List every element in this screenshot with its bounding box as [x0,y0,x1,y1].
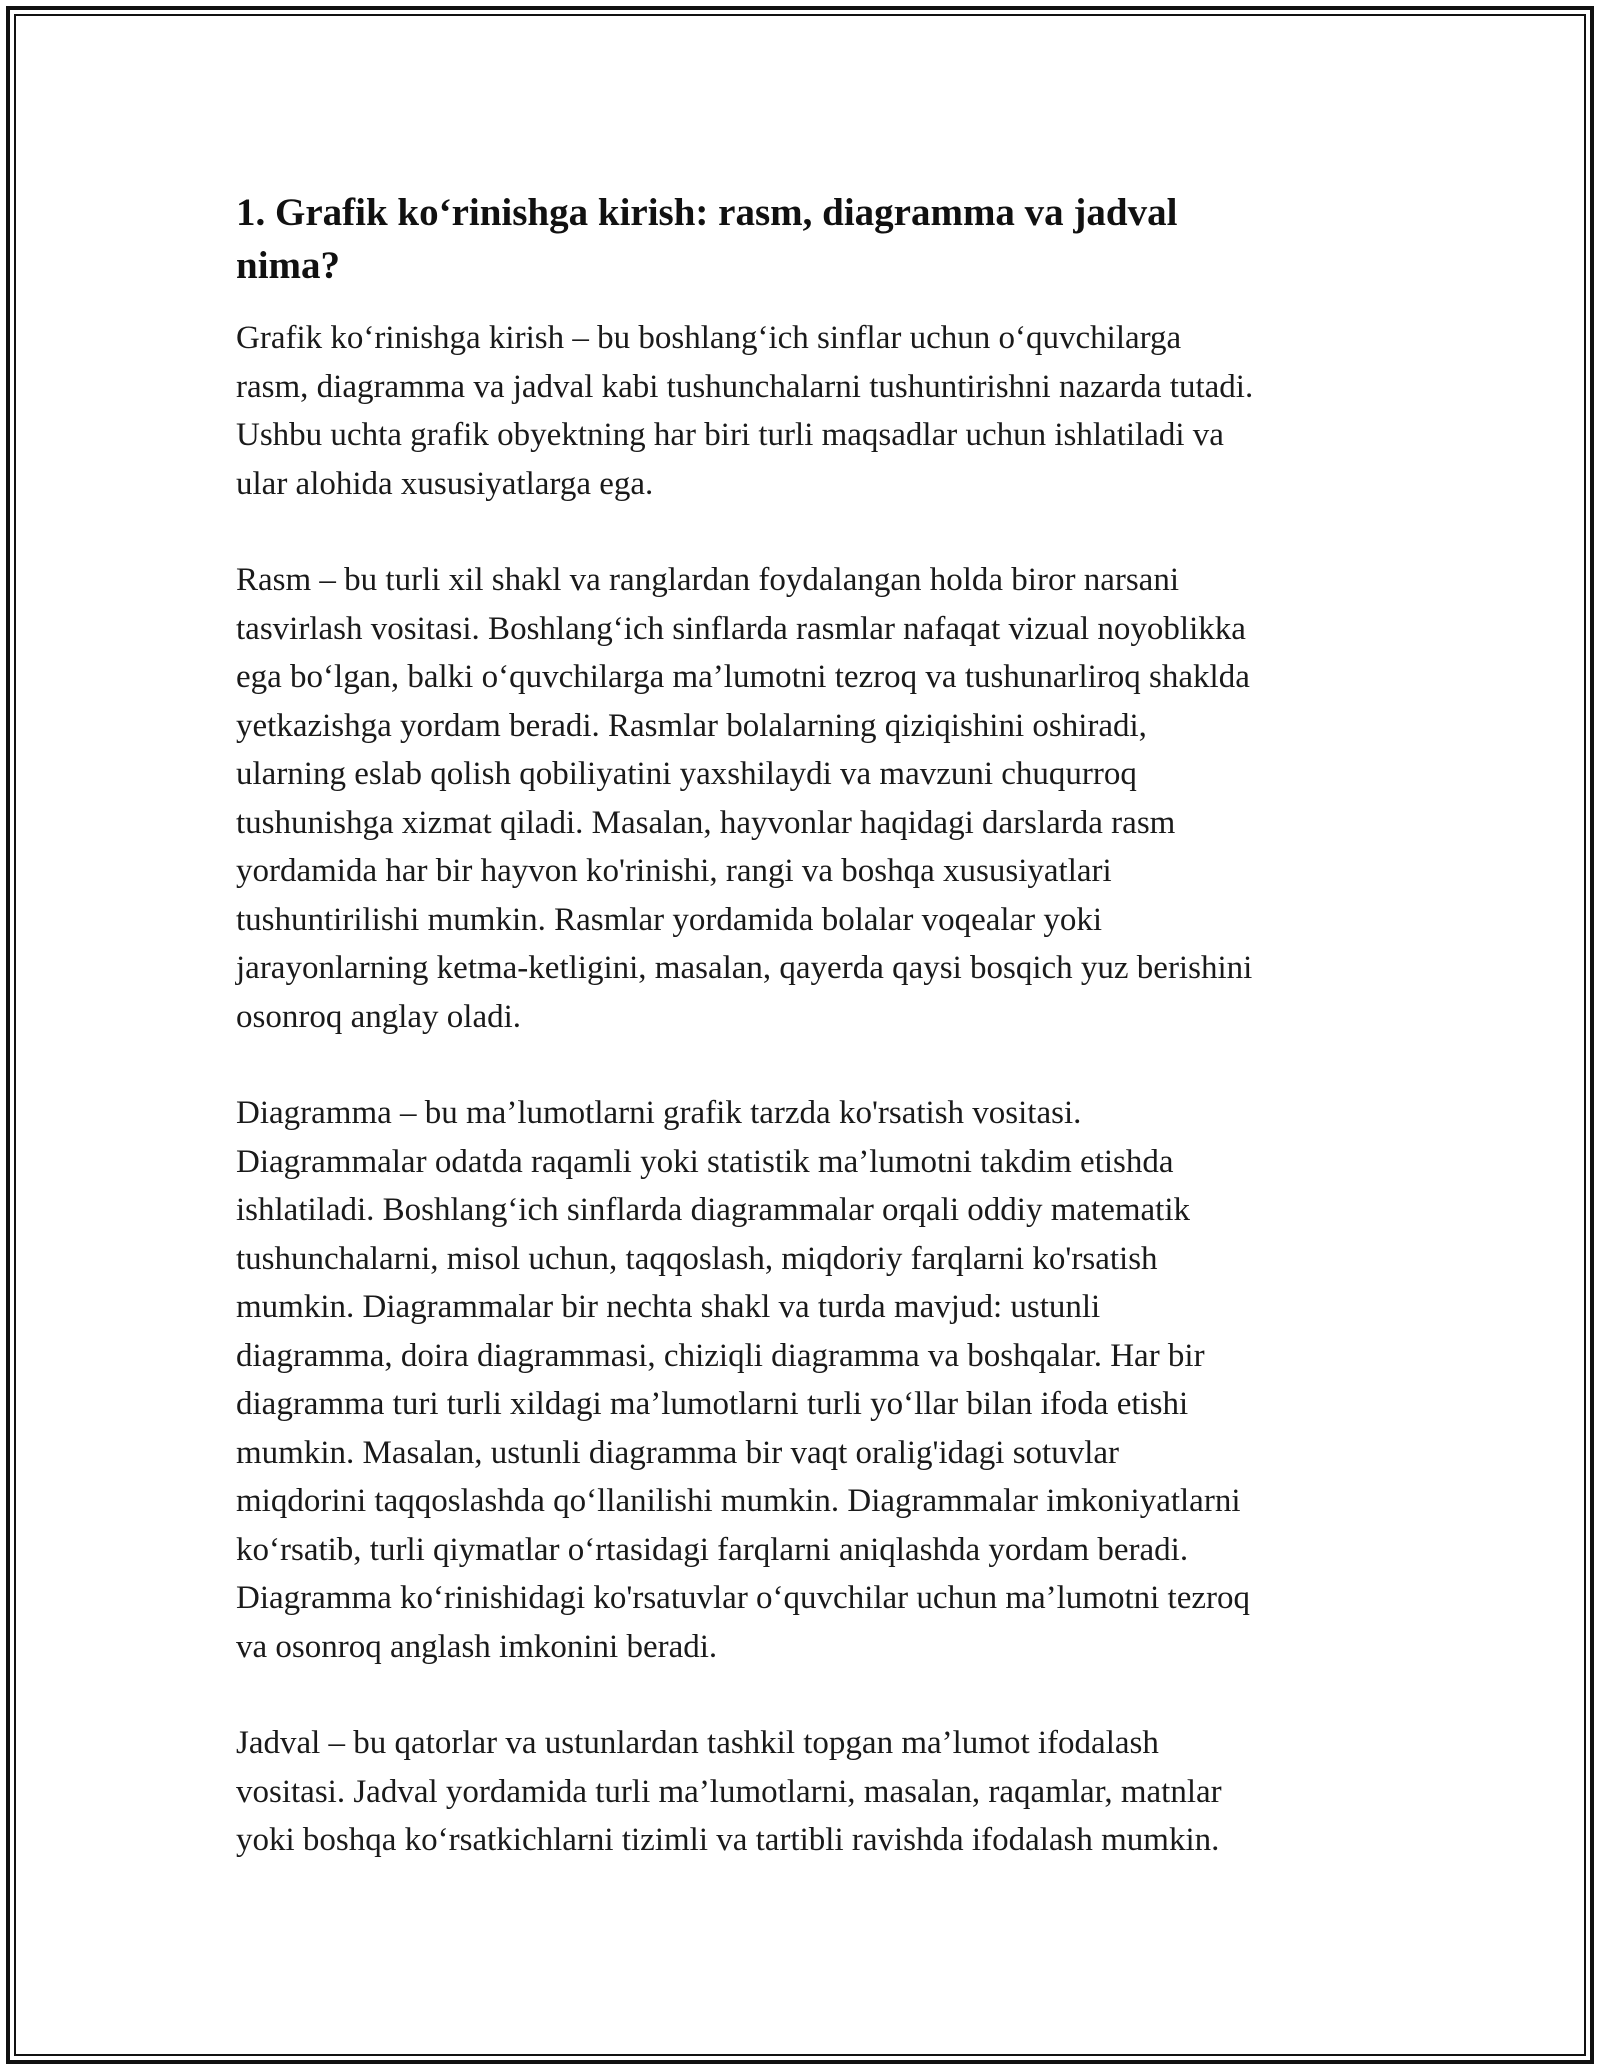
paragraph-rasm: Rasm – bu turli xil shakl va ranglardan foydalangan holda biror narsani tasvirlash vositasi. Boshlang‘ich sinflarda rasmlar nafaqat vizual noyoblikka ega bo‘lgan, balki o‘quvchilarga ma’lumotni tezroq va tushunarliroq shaklda yetkazishga yordam beradi. Rasmlar bolalarning qiziqishini oshiradi, ularning eslab qolish qobiliyatini yaxshilaydi va mavzuni chuqurroq tushunishga xizmat qiladi. Masalan, hayvonlar haqidagi darslarda rasm yordamida har bir hayvon ko'rinishi, rangi va boshqa xususiyatlari tushuntirilishi mumkin. Rasmlar yordamida bolalar voqealar yoki jarayonlarning ketma-ketligini, masalan, qayerda qaysi bosqich yuz berishini osonroq anglay oladi. [236,562,1253,1035]
paragraph-intro: Grafik ko‘rinishga kirish – bu boshlang‘ich sinflar uchun o‘quvchilarga rasm, diagramma va jadval kabi tushunchalarni tushuntirishni nazarda tutadi. Ushbu uchta grafik obyektning har biri turli maqsadlar uchun ishlatiladi va ular alohida xususiyatlarga ega. [236,320,1254,502]
section-heading: 1. Grafik ko‘rinishga kirish: rasm, diagramma va jadval nima? [236,191,1178,287]
document-body [236,186,1376,1913]
paragraph-diagramma: Diagramma – bu ma’lumotlarni grafik tarzda ko'rsatish vositasi. Diagrammalar odatda raqamli yoki statistik ma’lumotni takdim etishda ishlatiladi. Boshlang‘ich sinflarda diagrammalar orqali oddiy matematik tushunchalarni, misol uchun, taqqoslash, miqdoriy farqlarni ko'rsatish mumkin. Diagrammalar bir nechta shakl va turda mavjud: ustunli diagramma, doira diagrammasi, chiziqli diagramma va boshqalar. Har bir diagramma turi turli xildagi ma’lumotlarni turli yo‘llar bilan ifoda etishi mumkin. Masalan, ustunli diagramma bir vaqt oralig'idagi sotuvlar miqdorini taqqoslashda qo‘llanilishi mumkin. Diagrammalar imkoniyatlarni ko‘rsatib, turli qiymatlar o‘rtasidagi farqlarni aniqlashda yordam beradi. Diagramma ko‘rinishidagi ko'rsatuvlar o‘quvchilar uchun ma’lumotni tezroq va osonroq anglash imkonini beradi. [236,1095,1250,1665]
paragraph-jadval: Jadval – bu qatorlar va ustunlardan tashkil topgan ma’lumot ifodalash vositasi. Jadval yordamida turli ma’lumotlarni, masalan, raqamlar, matnlar yoki boshqa ko‘rsatkichlarni tizimli va tartibli ravishda ifodalash mumkin. [236,1725,1222,1858]
